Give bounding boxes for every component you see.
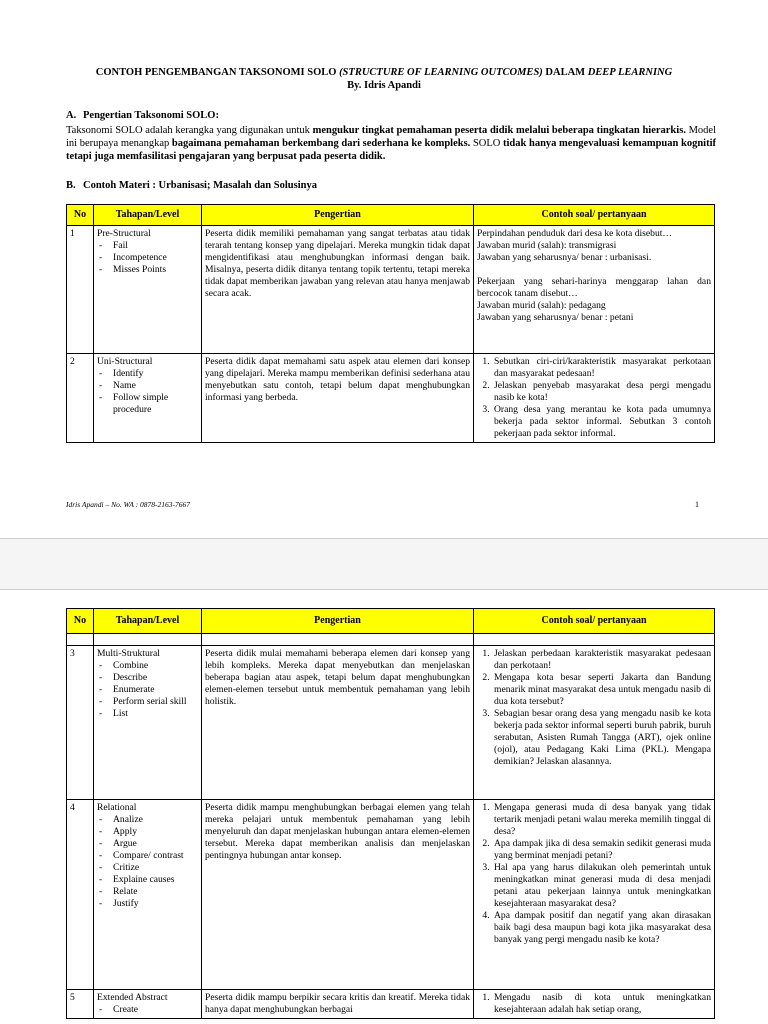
table-row <box>67 800 715 990</box>
para-part: mengukur tingkat pemahaman peserta didik melalui beberapa tingkatan hierarkis. <box>312 125 686 136</box>
question-item: 4. Apa dampak positif dan negatif yang akan dirasakan baik bagi desa maupun bagi kota jika masyarakat desa banyak yang pergi mengadu nasib ke kota? <box>492 910 711 946</box>
question-item: 1. Mengadu nasib di kota untuk meningkatkan kesejahteraan adalah hak setiap orang, <box>492 992 711 1016</box>
question-item: 1. Sebutkan ciri-ciri/karakteristik masyarakat perkotaan dan masyarakat pedesaan! <box>492 356 711 380</box>
level-verbs <box>97 660 198 720</box>
level-verb: - Perform serial skill <box>97 696 198 708</box>
example-line: Perpindahan penduduk dari desa ke kota disebut… <box>477 228 673 239</box>
row-example <box>474 354 715 443</box>
question-list <box>477 802 711 946</box>
example-blank-line <box>477 264 711 276</box>
table-row <box>67 226 715 354</box>
level-verb: - Name <box>97 380 198 392</box>
spacer-cell <box>202 634 474 646</box>
para-part: Taksonomi SOLO adalah kerangka yang digunakan untuk <box>66 125 313 136</box>
row-level <box>94 800 202 990</box>
page-number: 1 <box>695 500 699 509</box>
level-verbs <box>97 368 198 416</box>
spacer-cell <box>474 634 715 646</box>
row-example <box>474 226 715 354</box>
level-verb: - Create <box>97 1004 198 1016</box>
page-separator <box>0 538 768 590</box>
table-header-row <box>67 609 715 634</box>
header-level: Tahapan/Level <box>94 609 202 634</box>
author-line: By. Idris Apandi <box>347 80 421 91</box>
example-line: Jawaban yang seharusnya/ benar : urbanisasi. <box>477 252 652 263</box>
row-meaning: Peserta didik mampu berpikir secara kritis dan kreatif. Mereka tidak hanya dapat menghubungkan berbagai <box>202 990 474 1019</box>
question-list <box>477 992 711 1016</box>
page-footer: Idris Apandi – No. WA : 0878-2163-7667 <box>66 500 190 509</box>
level-verb: - List <box>97 708 198 720</box>
para-part: Model ini berupaya menangkap <box>66 125 716 149</box>
example-line: Pekerjaan yang sehari-harinya menggarap lahan dan bercocok tanam disebut… <box>477 276 711 299</box>
title-text-c: DALAM <box>542 67 588 78</box>
section-b-heading <box>66 179 716 192</box>
level-verb: - Describe <box>97 672 198 684</box>
level-verb: - Identify <box>97 368 198 380</box>
table-row <box>67 354 715 443</box>
level-verbs <box>97 814 198 910</box>
question-item: 1. Jelaskan perbedaan karakteristik masyarakat pedesaan dan perkotaan! <box>492 648 711 672</box>
row-number: 5 <box>67 990 94 1019</box>
spacer-cell <box>67 634 94 646</box>
section-a-title: Pengertian Taksonomi SOLO: <box>83 110 219 121</box>
question-item: 1. Mengapa generasi muda di desa banyak yang tidak tertarik menjadi petani walau mereka memilih tinggal di desa? <box>492 802 711 838</box>
level-verb: - Apply <box>97 826 198 838</box>
level-verb: - Justify <box>97 898 198 910</box>
header-meaning: Pengertian <box>202 205 474 226</box>
level-verb: - Explaine causes <box>97 874 198 886</box>
question-item: 2. Apa dampak jika di desa semakin sedikit generasi muda yang berminat menjadi petani? <box>492 838 711 862</box>
row-level <box>94 646 202 800</box>
question-item: 3. Orang desa yang merantau ke kota pada umumnya bekerja pada sektor informal. Sebutkan 3 contoh pekerjaan pada sektor informal. <box>492 404 711 440</box>
level-title: Uni-Structural <box>97 356 153 367</box>
table-row <box>67 646 715 800</box>
section-a-number: A. <box>66 110 77 121</box>
row-example <box>474 990 715 1019</box>
question-item: 2. Jelaskan penyebab masyarakat desa pergi mengadu nasib ke kota! <box>492 380 711 404</box>
question-list <box>477 356 711 440</box>
row-example <box>474 646 715 800</box>
header-example: Contoh soal/ pertanyaan <box>474 205 715 226</box>
level-verb: - Analize <box>97 814 198 826</box>
title-text-b: (STRUCTURE OF LEARNING OUTCOMES) <box>339 67 543 78</box>
row-meaning: Peserta didik mulai memahami beberapa elemen dari konsep yang lebih kompleks. Mereka dapat menyebutkan dan menjelaskan beberapa bagian atau aspek, tetapi belum dapat menghubungkan elemen-elemen tersebut untuk membentuk pemahaman yang lebih holistik. <box>202 646 474 800</box>
para-part: tidak hanya mengevaluasi kemampuan kognitif tetapi juga memfasilitasi pengajaran yang berpusat pada peserta didik. <box>66 138 716 162</box>
level-verb: - Incompetence <box>97 252 198 264</box>
section-b-number: B. <box>66 180 76 191</box>
row-meaning: Peserta didik mampu menghubungkan berbagai elemen yang telah mereka pelajari untuk membentuk pemahaman yang lebih menyeluruh dan dapat menjelaskan hubungan antara elemen-elemen tersebut. Mereka dapat memberikan analisis dan menjelaskan pentingnya hubungan antar konsep. <box>202 800 474 990</box>
table-row <box>67 990 715 1019</box>
para-part: bagaimana pemahaman berkembang dari sederhana ke kompleks. <box>171 138 471 149</box>
solo-table-1 <box>66 204 715 443</box>
row-number: 1 <box>67 226 94 354</box>
section-a <box>66 109 716 163</box>
para-part: SOLO <box>470 138 503 149</box>
table-spacer-row <box>67 634 715 646</box>
row-number: 3 <box>67 646 94 800</box>
header-no: No <box>67 205 94 226</box>
level-verbs <box>97 1004 198 1016</box>
level-title: Extended Abstract <box>97 992 168 1003</box>
level-title: Pre-Structural <box>97 228 151 239</box>
row-example <box>474 800 715 990</box>
level-verb: - Enumerate <box>97 684 198 696</box>
row-level <box>94 226 202 354</box>
spacer-cell <box>94 634 202 646</box>
level-verb: - Critize <box>97 862 198 874</box>
question-item: 3. Sebagian besar orang desa yang mengadu nasib ke kota bekerja pada sektor informal seperti buruh pabrik, buruh serabutan, Asisten Rumah Tangga (ART), ojek online (ojol), atau Pedagang Kaki Lima (PKL). Mengapa demikian? Jelaskan alasannya. <box>492 708 711 768</box>
question-item: 3. Hal apa yang harus dilakukan oleh pemerintah untuk meningkatkan minat generasi muda di desa menjadi petani atau pekerjaan lainnya untuk meningkatkan kesejahteraan masyarakat desa? <box>492 862 711 910</box>
header-example: Contoh soal/ pertanyaan <box>474 609 715 634</box>
header-level: Tahapan/Level <box>94 205 202 226</box>
level-verb: - Relate <box>97 886 198 898</box>
row-level <box>94 990 202 1019</box>
example-line: Jawaban yang seharusnya/ benar : petani <box>477 312 634 323</box>
header-meaning: Pengertian <box>202 609 474 634</box>
level-verb: - Combine <box>97 660 198 672</box>
header-no: No <box>67 609 94 634</box>
section-a-heading <box>66 109 716 122</box>
level-verb: - Compare/ contrast <box>97 850 198 862</box>
level-verb: - Fail <box>97 240 198 252</box>
level-title: Multi-Struktural <box>97 648 160 659</box>
solo-table-2 <box>66 608 715 1019</box>
row-level <box>94 354 202 443</box>
row-number: 2 <box>67 354 94 443</box>
title-text-a: CONTOH PENGEMBANGAN TAKSONOMI SOLO <box>95 67 340 78</box>
section-b-title: Contoh Materi : Urbanisasi; Masalah dan Solusinya <box>83 180 317 191</box>
title-text-d: DEEP LEARNING <box>587 67 673 78</box>
page-2 <box>0 590 768 1024</box>
level-title: Relational <box>97 802 137 813</box>
table-header-row <box>67 205 715 226</box>
document-title <box>0 66 768 92</box>
row-meaning: Peserta didik dapat memahami satu aspek atau elemen dari konsep yang dipelajari. Mereka mampu memberikan definisi sederhana atau menyebutkan satu contoh, tetapi belum dapat menghubungkan informasi yang berbeda. <box>202 354 474 443</box>
example-line: Jawaban murid (salah): transmigrasi <box>477 240 617 251</box>
level-verb: - Follow simple procedure <box>97 392 198 416</box>
level-verb: - Argue <box>97 838 198 850</box>
level-verb: - Misses Points <box>97 264 198 276</box>
question-list <box>477 648 711 768</box>
level-verbs <box>97 240 198 276</box>
row-number: 4 <box>67 800 94 990</box>
row-meaning: Peserta didik memiliki pemahaman yang sangat terbatas atau tidak terarah tentang konsep yang dipelajari. Mereka mungkin tidak dapat mengidentifikasi atau menghubungkan informasi dengan baik. Misalnya, peserta didik ditanya tentang topik tertentu, tetapi mereka tidak dapat memberikan jawaban yang relevan atau hanya menjawab secara acak. <box>202 226 474 354</box>
example-line: Jawaban murid (salah): pedagang <box>477 300 606 311</box>
question-item: 2. Mengapa kota besar seperti Jakarta dan Bandung menarik minat masyarakat desa untuk mengadu nasib di dua kota tersebut? <box>492 672 711 708</box>
section-a-paragraph <box>66 124 716 163</box>
